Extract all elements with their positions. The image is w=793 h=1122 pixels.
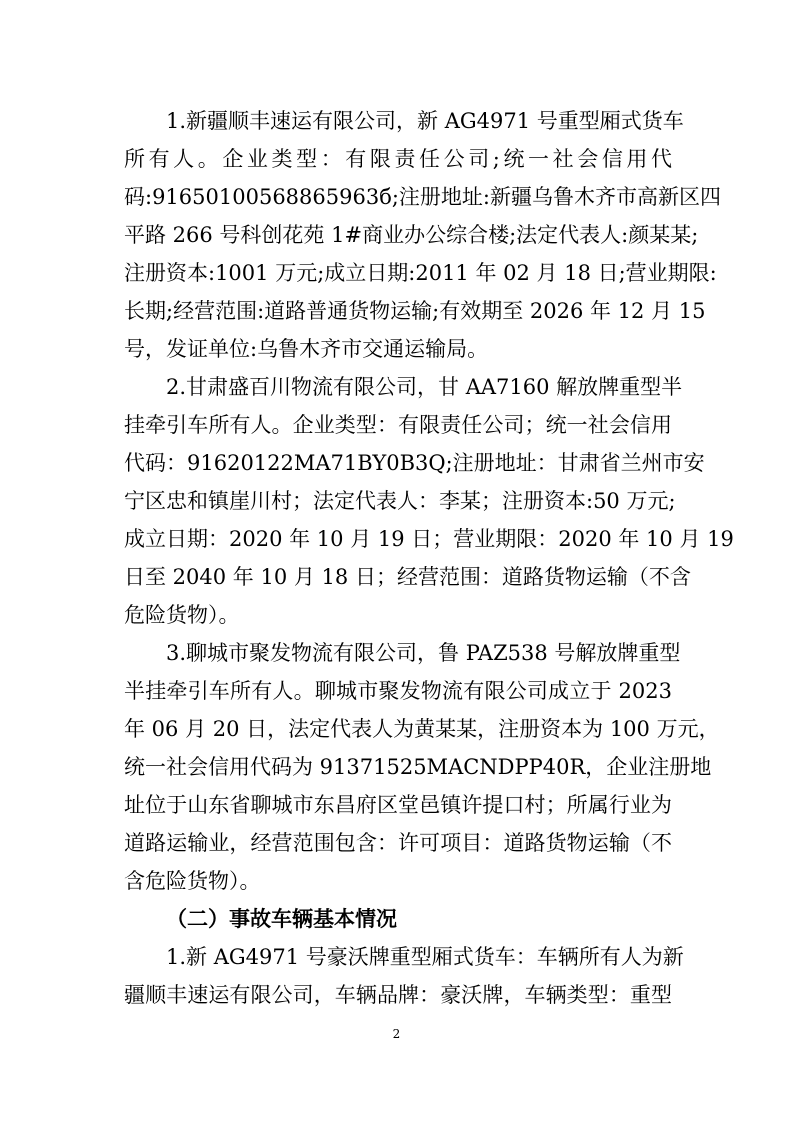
paragraph-1-line-1: 1.新疆顺丰速运有限公司，新 AG4971 号重型厢式货车 bbox=[166, 109, 684, 133]
paragraph-3-line-2: 半挂牵引车所有人。聊城市聚发物流有限公司成立于 2023 bbox=[124, 679, 672, 703]
page-number: 2 bbox=[392, 1027, 401, 1041]
paragraph-3-line-5: 址位于山东省聊城市东昌府区堂邑镇许提口村；所属行业为 bbox=[124, 793, 672, 817]
paragraph-3-line-1: 3.聊城市聚发物流有限公司，鲁 PAZ538 号解放牌重型 bbox=[166, 641, 681, 665]
paragraph-4-line-2: 疆顺丰速运有限公司，车辆品牌：豪沃牌，车辆类型：重型 bbox=[124, 983, 672, 1007]
paragraph-2-line-6: 日至 2040 年 10 月 18 日；经营范围：道路货物运输（不含 bbox=[124, 565, 691, 589]
paragraph-1-line-4: 平路 266 号科创花苑 1#商业办公综合楼;法定代表人:颜某某; bbox=[124, 223, 699, 247]
paragraph-3-line-4: 统一社会信用代码为 91371525MACNDPP40R，企业注册地 bbox=[124, 755, 712, 779]
paragraph-1-line-2: 所有人。企业类型：有限责任公司;统一社会信用代 bbox=[124, 147, 672, 171]
paragraph-1-line-7: 号，发证单位:乌鲁木齐市交通运输局。 bbox=[124, 337, 489, 361]
paragraph-1-line-6: 长期;经营范围:道路普通货物运输;有效期至 2026 年 12 月 15 bbox=[124, 299, 706, 323]
paragraph-3-line-6: 道路运输业，经营范围包含：许可项目：道路货物运输（不 bbox=[124, 831, 672, 855]
section-heading: （二）事故车辆基本情况 bbox=[166, 906, 397, 931]
paragraph-1-line-3: 码:91650100568865963б;注册地址:新疆乌鲁木齐市高新区四 bbox=[124, 185, 722, 209]
paragraph-2-line-2: 挂牵引车所有人。企业类型：有限责任公司；统一社会信用 bbox=[124, 413, 672, 437]
paragraph-3-line-7: 含危险货物）。 bbox=[124, 869, 261, 893]
paragraph-2-line-4: 宁区忠和镇崖川村；法定代表人：李某；注册资本:50 万元; bbox=[124, 489, 676, 513]
paragraph-3-line-3: 年 06 月 20 日，法定代表人为黄某某，注册资本为 100 万元， bbox=[124, 717, 720, 741]
paragraph-2-line-3: 代码：91620122MA71BY0B3Q;注册地址：甘肃省兰州市安 bbox=[124, 451, 705, 475]
paragraph-1-line-5: 注册资本:1001 万元;成立日期:2011 年 02 月 18 日;营业期限: bbox=[124, 261, 717, 285]
paragraph-2-line-1: 2.甘肃盛百川物流有限公司，甘 AA7160 解放牌重型半 bbox=[166, 375, 683, 399]
paragraph-2-line-5: 成立日期：2020 年 10 月 19 日；营业期限：2020 年 10 月 19 bbox=[124, 527, 734, 551]
paragraph-4-line-1: 1.新 AG4971 号豪沃牌重型厢式货车：车辆所有人为新 bbox=[166, 945, 684, 969]
paragraph-2-line-7: 危险货物）。 bbox=[124, 603, 240, 627]
